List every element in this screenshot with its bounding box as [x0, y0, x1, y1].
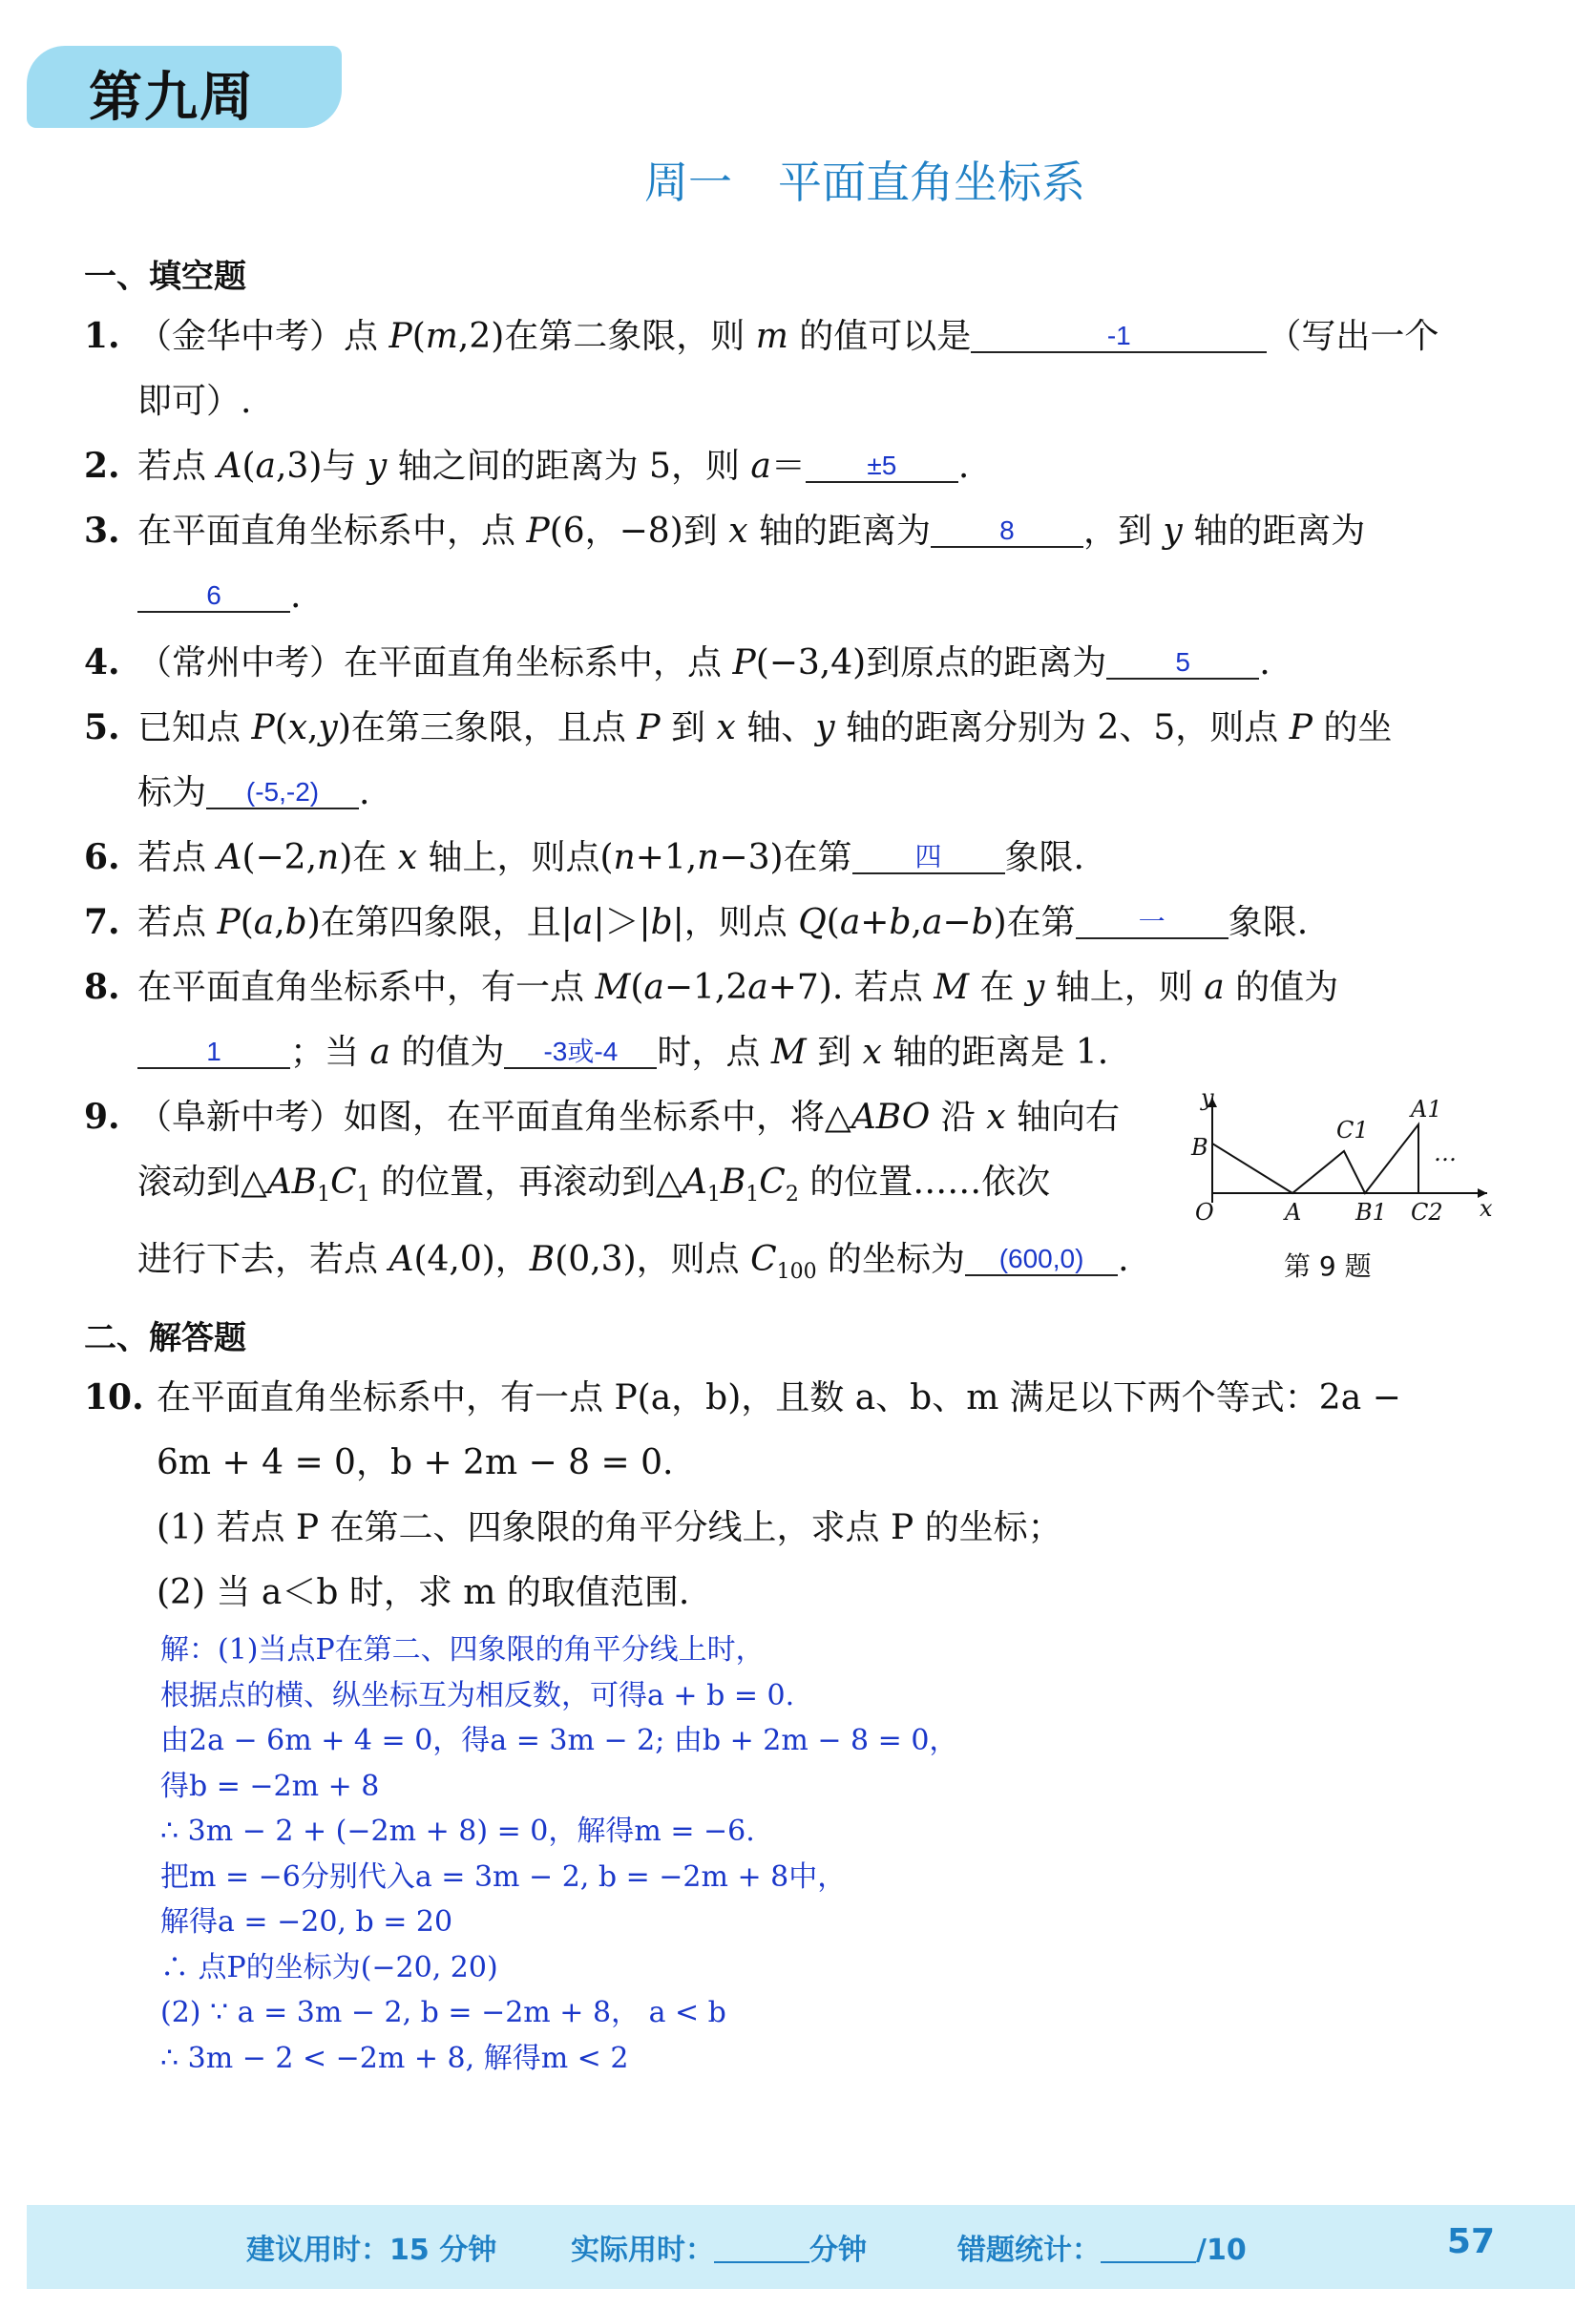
- answer-text: (600,0): [998, 1244, 1084, 1274]
- question-9: 9. （阜新中考）如图，在平面直角坐标系中，将△ABO 沿 x 轴向右 滚动到$\triangle AB_1C_1$ 的位置，再滚动到$\triangle A_1B_1C_2$ 的位置……依次 进行下去，若点 A(4,0)，B(0,3)，则点 $C_{100}$ 的坐标为 (600,0) .: [84, 1084, 1191, 1305]
- answer-blank[interactable]: [1076, 897, 1228, 939]
- page-number: 57: [1446, 2222, 1495, 2261]
- section-solve: 二、解答题: [84, 1319, 246, 1357]
- triangle-path: [1212, 1124, 1418, 1193]
- answer-blank[interactable]: [137, 571, 290, 613]
- solution-line: 根据点的横、纵坐标互为相反数，可得a + b = 0.: [160, 1678, 795, 1712]
- title-day: 周一: [644, 157, 732, 208]
- question-4: 4. （常州中考）在平面直角坐标系中，点 P(−3,4)到原点的距离为 5 .: [84, 630, 1497, 696]
- answer-blank[interactable]: [852, 832, 1005, 874]
- answer-blank[interactable]: [806, 441, 958, 483]
- question-6: 6. 若点 A(−2,n)在 x 轴上，则点(n+1,n−3)在第 四 象限.: [84, 825, 1497, 891]
- answer-blank[interactable]: [965, 1234, 1118, 1276]
- answer-text: 6: [206, 580, 221, 610]
- question-3: 3. 在平面直角坐标系中，点 P(6，−8)到 x 轴的距离为 8 ，到 y 轴的距离为 6 .: [84, 498, 1497, 629]
- solution-line: 解得a = −20, b = 20: [160, 1905, 453, 1939]
- answer-blank[interactable]: [931, 506, 1083, 548]
- answer-blank[interactable]: [137, 1027, 290, 1069]
- answer-text: ±5: [867, 451, 897, 480]
- fig-label-A: A: [1285, 1199, 1302, 1226]
- solution-line: (2) ∵ a = 3m − 2, b = −2m + 8， a < b: [160, 1996, 726, 2029]
- error-count-blank[interactable]: [1101, 2235, 1196, 2263]
- answer-text: -3或-4: [543, 1037, 619, 1066]
- answer-text: 一: [1138, 907, 1166, 936]
- week-label: 第九周: [89, 67, 255, 129]
- page-title: [0, 148, 1596, 211]
- question-1: 1. （金华中考）点 P(m,2)在第二象限，则 m 的值可以是 -1 （写出一个 即可）.: [84, 304, 1497, 434]
- answer-blank[interactable]: [971, 311, 1267, 353]
- answer-blank[interactable]: [206, 767, 359, 809]
- actual-time-blank[interactable]: [714, 2235, 809, 2263]
- fig-label-A1: A1: [1411, 1096, 1442, 1123]
- solution-line: 把m = −6分别代入a = 3m − 2, b = −2m + 8中，: [160, 1859, 847, 1894]
- title-topic: 平面直角坐标系: [778, 157, 1085, 208]
- fig-label-C2: C2: [1411, 1199, 1443, 1226]
- solution-line: 得b = −2m + 8: [160, 1769, 380, 1803]
- question-2: 2. 若点 A(a,3)与 y 轴之间的距离为 5，则 a＝ ±5 .: [84, 433, 1497, 499]
- footer-bar: [27, 2205, 1575, 2289]
- solution-line: ∴ 点P的坐标为(−20, 20): [160, 1950, 498, 1984]
- fig-label-O: O: [1195, 1199, 1214, 1226]
- solution-line: ∴ 3m − 2 < −2m + 8, 解得m < 2: [160, 2041, 629, 2075]
- fig-label-y: y: [1201, 1084, 1214, 1111]
- answer-text: -1: [1106, 321, 1131, 350]
- answer-blank[interactable]: [1106, 638, 1259, 680]
- figure-caption: 第 9 题: [1284, 1250, 1372, 1282]
- answer-text: (-5,-2): [245, 777, 320, 807]
- solution-line: ∴ 3m − 2 + (−2m + 8) = 0，解得m = −6.: [160, 1815, 755, 1848]
- fig-label-x: x: [1480, 1195, 1493, 1222]
- actual-time: 实际用时： 分钟: [571, 2234, 867, 2267]
- solution-block: [160, 1627, 957, 2081]
- week-badge: [27, 46, 342, 128]
- question-8: 8. 在平面直角坐标系中，有一点 M(a−1,2a+7). 若点 M 在 y 轴上，则 a 的值为 1 ；当 a 的值为 -3或-4 时，点 M 到 x 轴的距离是 1.: [84, 955, 1497, 1085]
- error-count: 错题统计： /10: [957, 2234, 1247, 2267]
- fig-label-B1: B1: [1355, 1199, 1387, 1226]
- question-7: 7. 若点 P(a,b)在第四象限，且|a|＞|b|，则点 Q(a+b,a−b)在第 一 象限.: [84, 890, 1497, 955]
- answer-text: 5: [1175, 647, 1190, 677]
- fig-label-ellipsis: …: [1434, 1140, 1457, 1166]
- answer-text: 四: [914, 842, 942, 871]
- suggested-time: 建议用时：15 分钟: [246, 2234, 497, 2267]
- answer-blank[interactable]: [504, 1027, 657, 1069]
- fig-label-B: B: [1191, 1134, 1208, 1161]
- answer-text: 8: [999, 515, 1015, 545]
- answer-text: 1: [206, 1037, 221, 1066]
- solution-line: 由2a − 6m + 4 = 0，得a = 3m − 2; 由b + 2m − 8 = 0，: [160, 1724, 958, 1757]
- question-5: 5. 已知点 P(x,y)在第三象限，且点 P 到 x 轴、y 轴的距离分别为 2、5，则点 P 的坐 标为 (-5,-2) .: [84, 695, 1497, 826]
- question-10: 10. 在平面直角坐标系中，有一点 P(a，b)，且数 a、b、m 满足以下两个等式：2a − 6m + 4 = 0，b + 2m − 8 = 0. (1) 若点 P 在第二、四象限的角平分线上，求点 P 的坐标； (2) 当 a＜b 时，求 m 的取值范围.: [84, 1377, 1401, 1612]
- section-fill: 一、填空题: [84, 258, 246, 296]
- fig-label-C1: C1: [1336, 1117, 1369, 1144]
- solution-line: 解：(1)当点P在第二、四象限的角平分线上时，: [160, 1633, 765, 1667]
